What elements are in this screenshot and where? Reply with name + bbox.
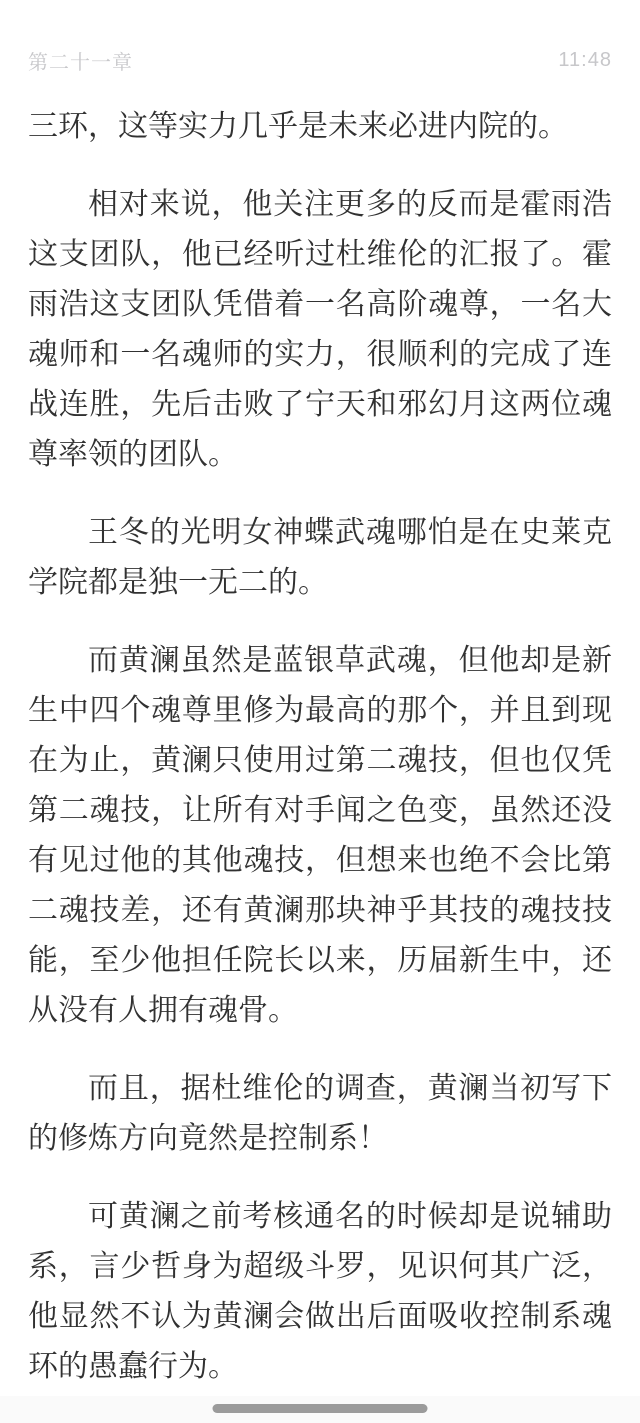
status-time: 11:48 xyxy=(558,49,612,71)
paragraph: 王冬的光明女神蝶武魂哪怕是在史莱克学院都是独一无二的。 xyxy=(28,516,612,599)
paragraph: 可黄澜之前考核通名的时候却是说辅助系，言少哲身为超级斗罗，见识何其广泛，他显然不认为黄澜会做出后面吸收控制系魂环的愚蠢行为。 xyxy=(28,1200,612,1383)
reading-content[interactable] xyxy=(28,102,612,1420)
chapter-header xyxy=(28,46,612,75)
paragraph: 三环，这等实力几乎是未来必进内院的。 xyxy=(28,110,568,143)
chapter-title: 第二十一章 xyxy=(28,52,133,74)
paragraph: 而黄澜虽然是蓝银草武魂，但他却是新生中四个魂尊里修为最高的那个，并且到现在为止，黄澜只使用过第二魂技，但也仅凭第二魂技，让所有对手闻之色变，虽然还没有见过他的其他魂技，但想来也绝不会比第二魂技差，还有黄澜那块神乎其技的魂技技能，至少他担任院长以来，历届新生中，还从没有人拥有魂骨。 xyxy=(28,644,612,1027)
paragraph: 相对来说，他关注更多的反而是霍雨浩这支团队，他已经听过杜维伦的汇报了。霍雨浩这支团队凭借着一名高阶魂尊，一名大魂师和一名魂师的实力，很顺利的完成了连战连胜，先后击败了宁天和邪幻月这两位魂尊率领的团队。 xyxy=(28,188,612,471)
home-indicator-bar[interactable] xyxy=(213,1404,428,1413)
paragraph: 而且，据杜维伦的调查，黄澜当初写下的修炼方向竟然是控制系！ xyxy=(28,1072,612,1155)
